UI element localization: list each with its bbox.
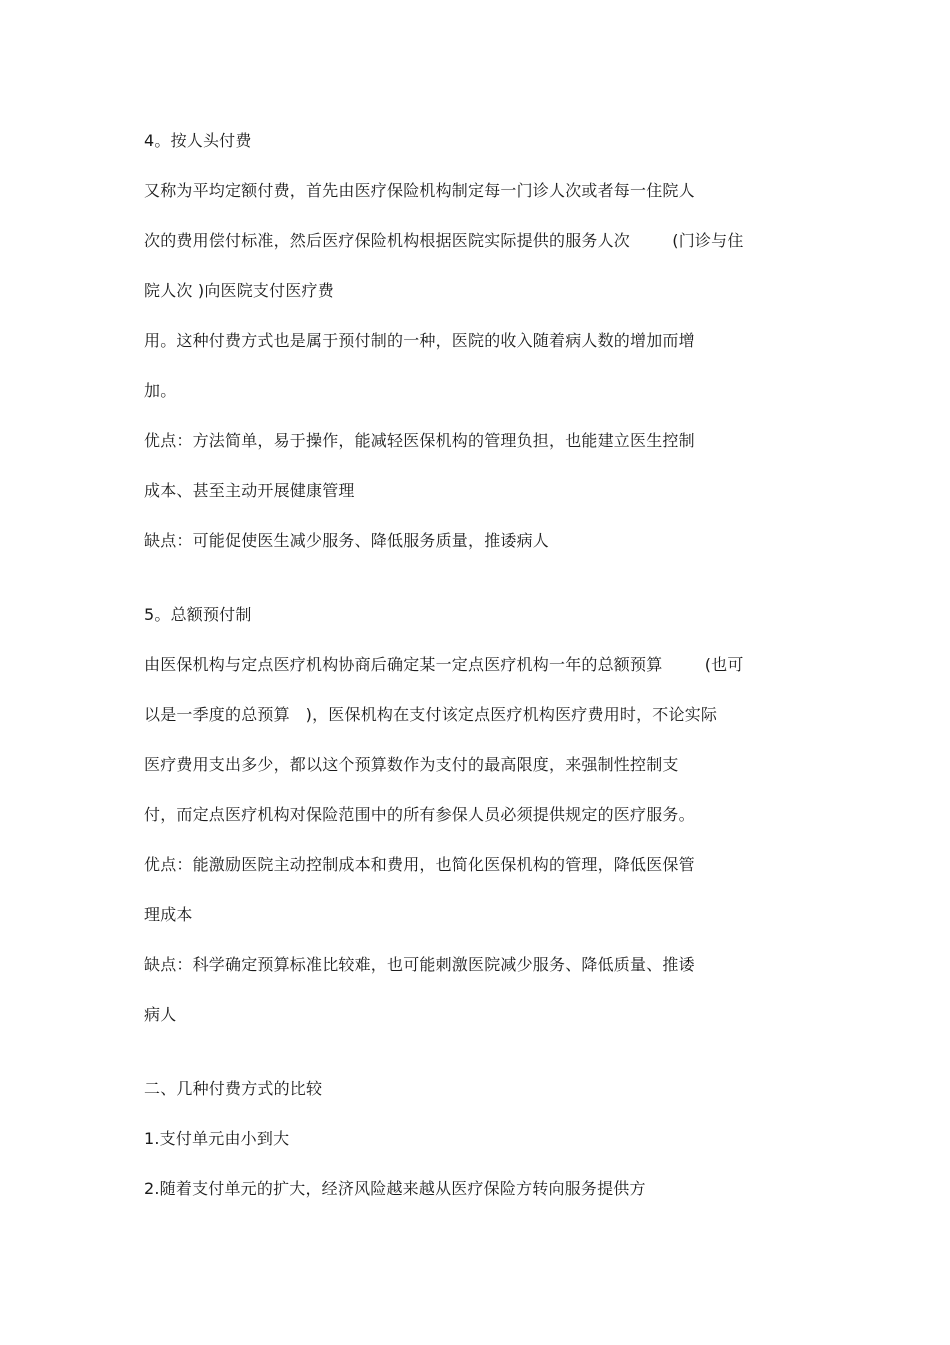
disadvantages-line: 缺点：科学确定预算标准比较难，也可能刺激医院减少服务、降低质量、推诿: [144, 955, 695, 974]
paragraph-line: 次的费用偿付标准，然后医疗保险机构根据医院实际提供的服务人次 (门诊与住: [144, 231, 744, 250]
paragraph-line: 加。: [144, 381, 177, 400]
paragraph-line: 用。这种付费方式也是属于预付制的一种，医院的收入随着病人数的增加而增: [144, 331, 695, 350]
paragraph-line: 又称为平均定额付费，首先由医疗保险机构制定每一门诊人次或者每一住院人: [144, 181, 695, 200]
section-heading-capitation: 4。按人头付费: [144, 131, 252, 150]
paragraph-line: 院人次 )向医院支付医疗费: [144, 281, 334, 300]
advantages-line: 优点：方法简单，易于操作，能减轻医保机构的管理负担，也能建立医生控制: [144, 431, 695, 450]
disadvantages-line: 缺点：可能促使医生减少服务、降低服务质量，推诿病人: [144, 531, 550, 550]
paragraph-line: 以是一季度的总预算 )，医保机构在支付该定点医疗机构医疗费用时，不论实际: [144, 705, 718, 724]
list-item: 2.随着支付单元的扩大，经济风险越来越从医疗保险方转向服务提供方: [144, 1179, 646, 1198]
disadvantages-line: 病人: [144, 1005, 177, 1024]
list-item: 1.支付单元由小到大: [144, 1129, 290, 1148]
section-heading-global-budget: 5。总额预付制: [144, 605, 252, 624]
paragraph-line: 由医保机构与定点医疗机构协商后确定某一定点医疗机构一年的总额预算 (也可: [144, 655, 744, 674]
advantages-line: 优点：能激励医院主动控制成本和费用，也简化医保机构的管理，降低医保管: [144, 855, 695, 874]
advantages-line: 成本、甚至主动开展健康管理: [144, 481, 355, 500]
paragraph-line: 医疗费用支出多少，都以这个预算数作为支付的最高限度，来强制性控制支: [144, 755, 679, 774]
advantages-line: 理成本: [144, 905, 193, 924]
section-heading-comparison: 二、几种付费方式的比较: [144, 1079, 323, 1098]
paragraph-line: 付，而定点医疗机构对保险范围中的所有参保人员必须提供规定的医疗服务。: [144, 805, 695, 824]
